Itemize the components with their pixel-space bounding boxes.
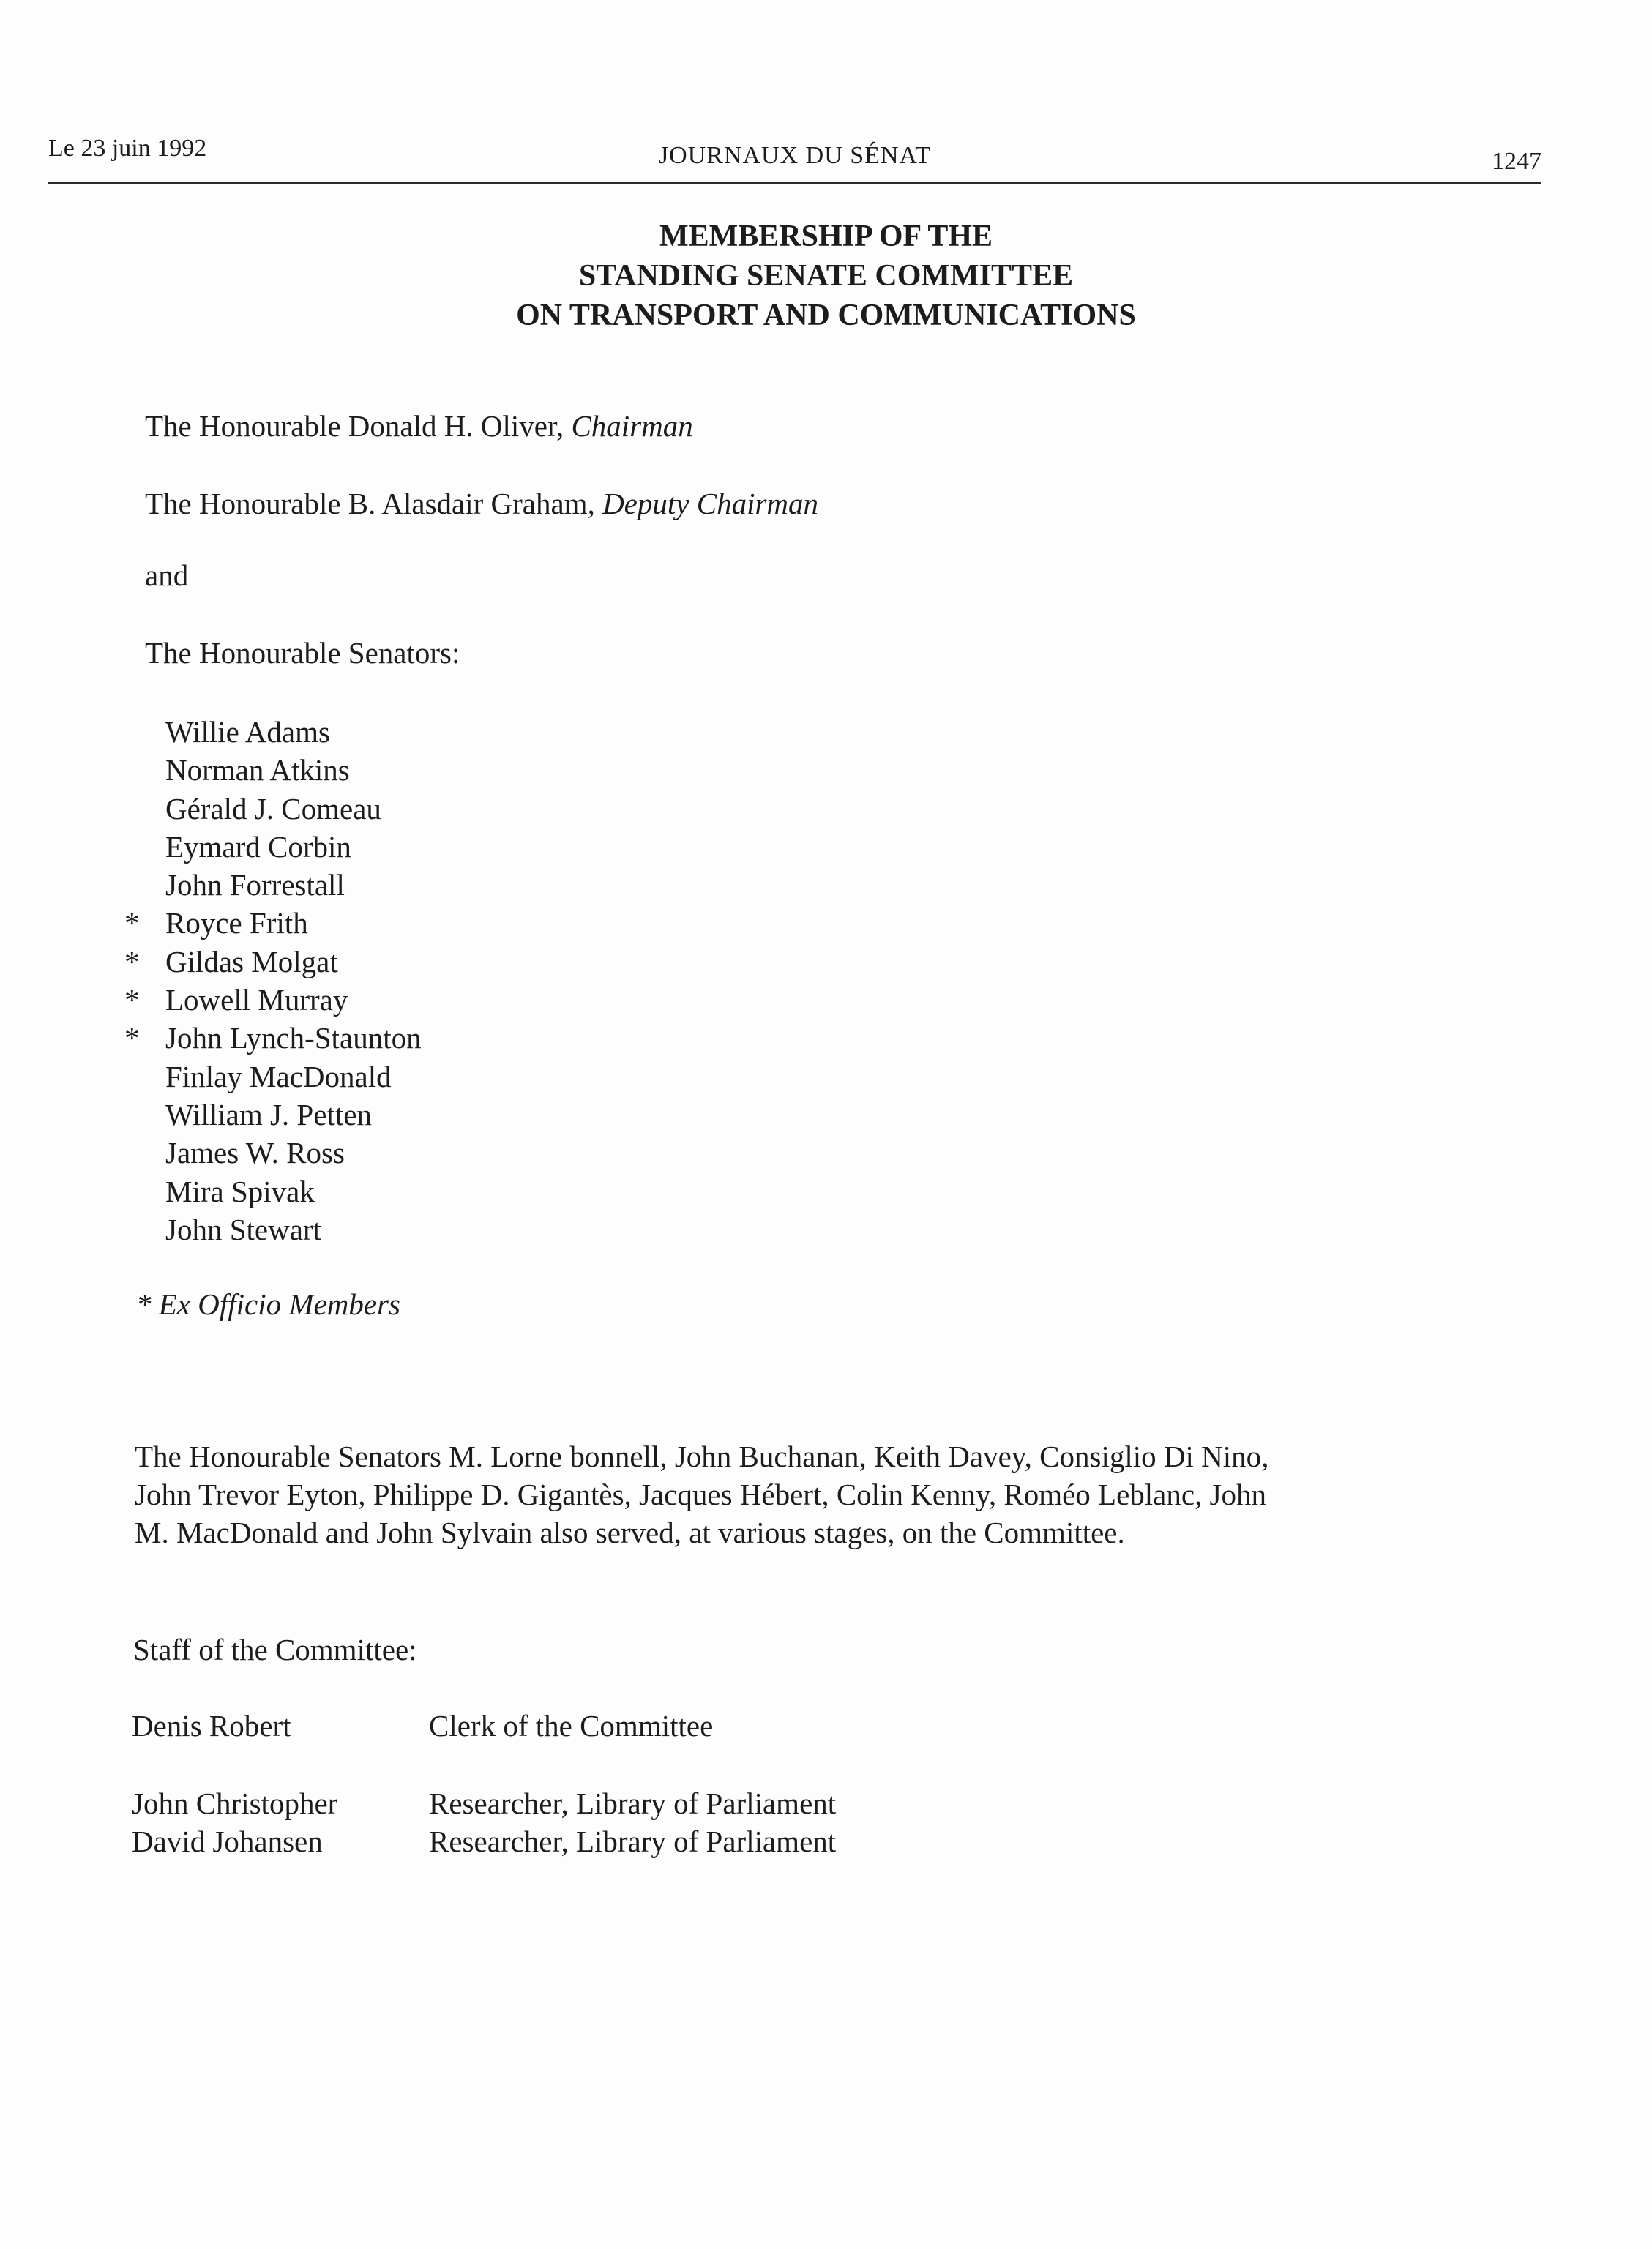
title-line: ON TRANSPORT AND COMMUNICATIONS	[516, 299, 1136, 332]
staff-role: Researcher, Library of Parliament	[429, 1786, 837, 1820]
member-name: Mira Spivak	[165, 1174, 315, 1208]
member-row	[124, 751, 422, 789]
member-list	[124, 713, 422, 1249]
paragraph-line: The Honourable Senators M. Lorne bonnell, John Buchanan, Keith Davey, Consiglio Di Nino,	[135, 1440, 1269, 1473]
member-name: Royce Frith	[165, 906, 308, 940]
member-row	[124, 1019, 422, 1057]
member-row	[124, 943, 422, 981]
member-name: Willie Adams	[165, 715, 330, 749]
member-name: Gildas Molgat	[165, 944, 338, 978]
staff-role: Clerk of the Committee	[429, 1709, 714, 1743]
member-row	[124, 828, 422, 866]
member-name: William J. Petten	[165, 1097, 372, 1131]
member-row	[124, 1172, 422, 1210]
ex-officio-marker: *	[124, 1021, 140, 1055]
ex-officio-note: * Ex Officio Members	[136, 1287, 400, 1321]
member-name: Gérald J. Comeau	[165, 791, 381, 826]
document-title	[0, 217, 1652, 335]
member-row	[124, 790, 422, 828]
member-name: John Stewart	[165, 1212, 321, 1246]
staff-role: Researcher, Library of Parliament	[429, 1825, 837, 1858]
member-row	[124, 904, 422, 942]
and-text: and	[145, 558, 189, 592]
staff-name: David Johansen	[132, 1825, 323, 1858]
paragraph-line: M. MacDonald and John Sylvain also served, at various stages, on the Committee.	[135, 1516, 1125, 1549]
title-line: MEMBERSHIP OF THE	[659, 220, 993, 253]
deputy-chairman-role: Deputy Chairman	[602, 487, 819, 520]
chairman-line	[145, 407, 693, 445]
deputy-chairman-line	[145, 484, 818, 523]
member-row	[124, 1210, 422, 1249]
ex-officio-marker: *	[124, 906, 140, 940]
member-name: John Lynch-Staunton	[165, 1021, 422, 1055]
header-date: Le 23 juin 1992	[48, 135, 207, 162]
chairman-role: Chairman	[571, 409, 693, 443]
member-name: Lowell Murray	[165, 983, 348, 1017]
page-header	[48, 135, 1541, 184]
member-name: Eymard Corbin	[165, 829, 351, 864]
ex-officio-marker: *	[124, 983, 140, 1017]
senators-heading: The Honourable Senators:	[145, 636, 460, 670]
member-name: Norman Atkins	[165, 753, 350, 787]
staff-heading: Staff of the Committee:	[133, 1633, 417, 1666]
ex-officio-marker: *	[124, 944, 140, 978]
deputy-chairman-name: The Honourable B. Alasdair Graham,	[145, 487, 603, 520]
chairman-name: The Honourable Donald H. Oliver,	[145, 409, 572, 443]
member-row	[124, 981, 422, 1019]
title-line: STANDING SENATE COMMITTEE	[578, 259, 1074, 293]
member-row	[124, 866, 422, 904]
paragraph-line: John Trevor Eyton, Philippe D. Gigantès, Jacques Hébert, Colin Kenny, Roméo Leblanc, John	[135, 1478, 1267, 1511]
member-name: John Forrestall	[165, 868, 345, 902]
member-row	[124, 1096, 422, 1134]
member-row	[124, 713, 422, 751]
header-journal-title: JOURNAUX DU SÉNAT	[658, 142, 932, 169]
member-name: Finlay MacDonald	[165, 1059, 392, 1093]
member-row	[124, 1134, 422, 1172]
member-name: James W. Ross	[165, 1136, 345, 1170]
member-row	[124, 1058, 422, 1096]
header-page-number: 1247	[1492, 148, 1541, 175]
also-served-paragraph	[135, 1437, 1452, 1552]
staff-name: Denis Robert	[132, 1709, 291, 1743]
staff-name: John Christopher	[132, 1786, 338, 1820]
